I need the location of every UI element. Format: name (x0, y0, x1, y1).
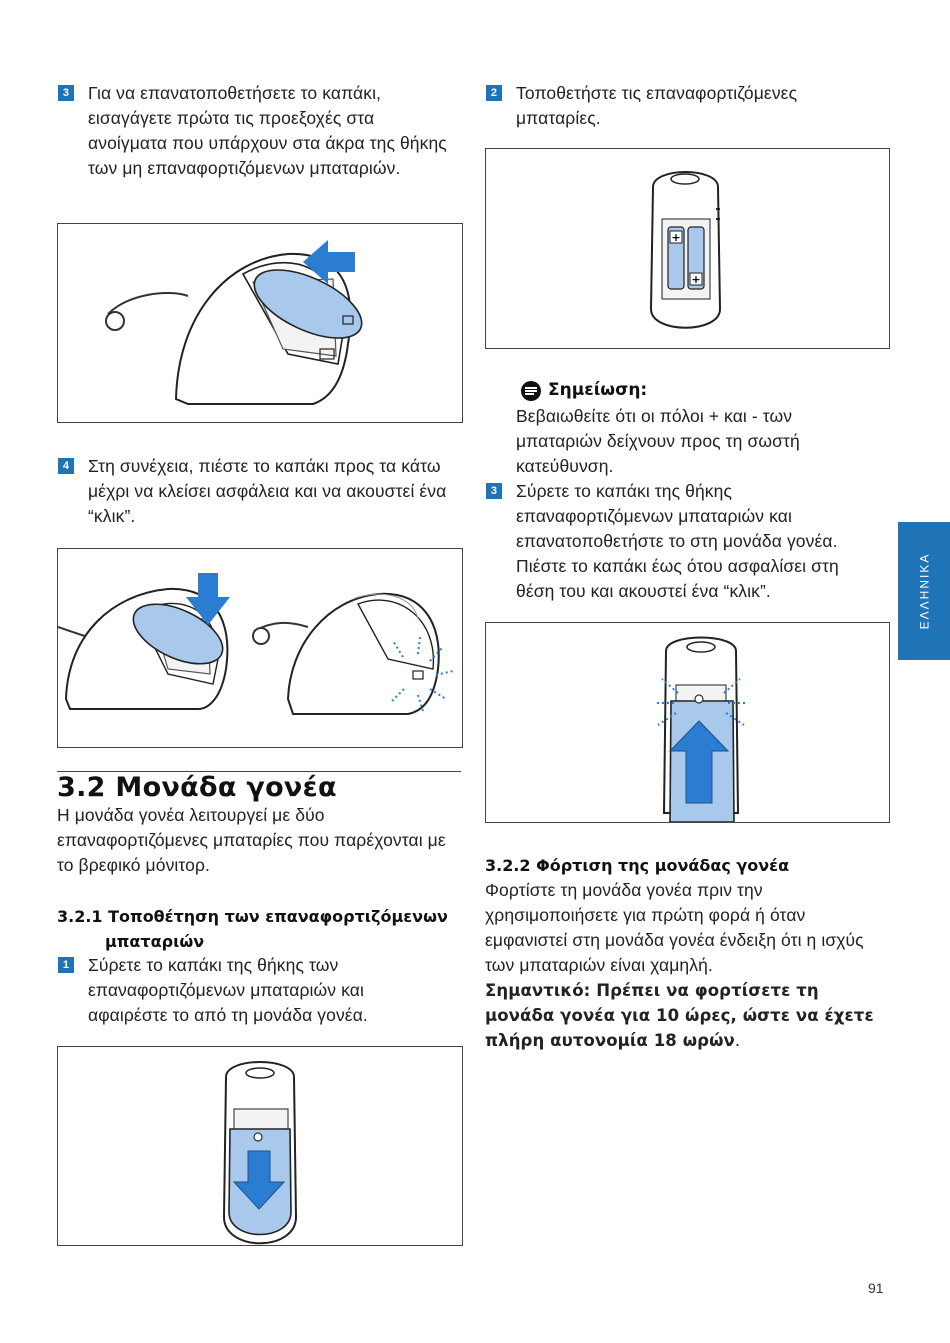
illustration-remove-cover (58, 1047, 462, 1245)
figure-parent-unit-remove-cover (57, 1046, 463, 1246)
illustration-batteries (486, 149, 889, 348)
note-icon (520, 380, 542, 402)
svg-text:+: + (691, 273, 701, 286)
illustration-station-cover (58, 224, 462, 422)
note-heading (520, 378, 647, 403)
step-number-badge: 1 (58, 957, 74, 973)
step-1-left (58, 953, 448, 1028)
note-text: Βεβαιωθείτε ότι οι πόλοι + και - των μπαταριών δείχνουν προς τη σωστή κατεύθυνση. (516, 406, 800, 476)
note-title: Σημείωση: (548, 380, 648, 400)
illustration-station-click (58, 549, 462, 747)
step-3-left (58, 81, 448, 181)
step-text: Τοποθετήστε τις επαναφορτιζόμενες μπαταρίες. (516, 83, 798, 128)
subsection-title-3-2-2: 3.2.2 Φόρτιση της μονάδας γονέα (485, 856, 790, 875)
step-4-left (58, 454, 448, 529)
subsection-text-3-2-2: Φορτίστε τη μονάδα γονέα πριν την χρησιμοποιήσετε για πρώτη φορά ή όταν εμφανιστεί στη μονάδα γονέα ένδειξη ότι η ισχύς των μπαταριών είναι χαμηλή. (485, 880, 864, 975)
step-2-right (486, 81, 876, 131)
illustration-replace-cover (486, 623, 889, 822)
subsection-title-3-2-1 (57, 904, 461, 954)
figure-station-cover-click (57, 548, 463, 748)
page-number: 91 (868, 1280, 884, 1296)
step-text: Σύρετε το καπάκι της θήκης επαναφορτιζόμενων μπαταριών και επανατοποθετήστε το στη μονάδα γονέα. Πιέστε το καπάκι έως ότου ασφαλίσει στη θέση του και ακουστεί ένα “κλικ”. (516, 481, 839, 601)
step-text: Για να επανατοποθετήσετε το καπάκι, εισαγάγετε πρώτα τις προεξοχές στα ανοίγματα που υπάρχουν στα άκρα της θήκης των μη επαναφορτιζόμενων μπαταριών. (88, 83, 447, 178)
important-end: . (734, 1031, 741, 1050)
subsection-title-line-2: μπαταριών (105, 932, 205, 951)
figure-parent-unit-replace-cover (485, 622, 890, 823)
step-number-badge: 4 (58, 458, 74, 474)
step-number-badge: 2 (486, 85, 502, 101)
figure-insert-batteries (485, 148, 890, 349)
language-tab-label: ΕΛΛΗΝΙΚΑ (917, 552, 931, 630)
important-text: Σημαντικό: Πρέπει να φορτίσετε τη μονάδα γονέα για 10 ώρες, ώστε να έχετε πλήρη αυτονομία 18 ωρών (485, 981, 874, 1050)
section-divider (57, 771, 461, 772)
step-3-right (486, 479, 876, 604)
figure-station-cover-insert (57, 223, 463, 423)
important-note (485, 978, 889, 1053)
step-number-badge: 3 (58, 85, 74, 101)
step-number-badge: 3 (486, 483, 502, 499)
subsection-title-line-1: 3.2.1 Τοποθέτηση των επαναφορτιζόμενων (57, 907, 448, 926)
step-text: Στη συνέχεια, πιέστε το καπάκι προς τα κάτω μέχρι να κλείσει ασφάλεια και να ακουστεί ένα “κλικ”. (88, 456, 447, 526)
svg-text:+: + (671, 231, 681, 244)
language-side-tab (898, 522, 950, 660)
section-title: 3.2 Μονάδα γονέα (57, 772, 337, 803)
section-intro: Η μονάδα γονέα λειτουργεί με δύο επαναφορτιζόμενες μπαταρίες που παρέχονται με το βρεφικό μόνιτορ. (57, 805, 446, 875)
step-text: Σύρετε το καπάκι της θήκης των επαναφορτιζόμενων μπαταριών και αφαιρέστε το από τη μονάδα γονέα. (88, 955, 368, 1025)
